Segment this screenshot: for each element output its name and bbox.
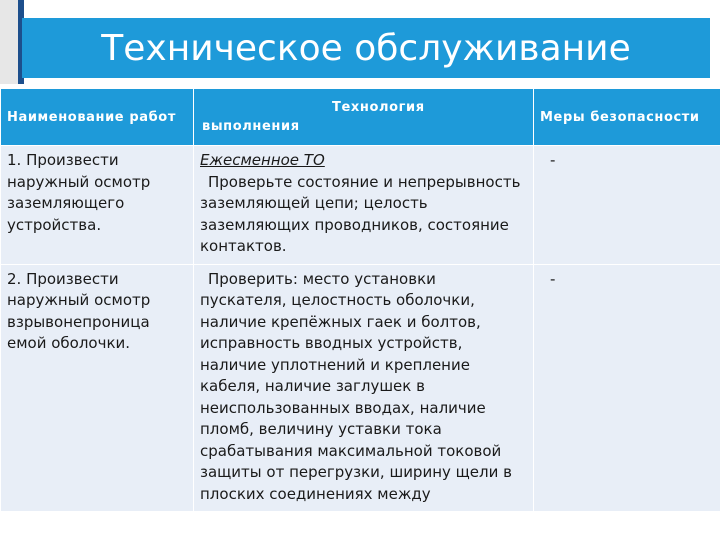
cell-technology xyxy=(194,264,534,512)
cell-safety xyxy=(534,264,720,512)
maintenance-table-container xyxy=(0,88,720,540)
table-header-row xyxy=(1,89,720,146)
technology-text: Проверить: место установки пускателя, целостность оболочки, наличие крепёжных гаек и болтов, исправность вводных устройств, наличие уплотнений и крепление кабеля, наличие заглушек в неиспользованных вводах, наличие пломб, величину уставки тока срабатывания максимальной токовой защиты от перегрузки, ширину щели в плоских соединениях между xyxy=(200,269,512,503)
safety-value: - xyxy=(550,151,556,169)
decorative-side-panel xyxy=(0,0,18,84)
safety-value: - xyxy=(550,269,556,288)
slide-title: Техническое обслуживание xyxy=(22,18,710,78)
header-safety: Меры безопасности xyxy=(534,89,720,146)
technology-heading: Ежесменное ТО xyxy=(200,151,325,169)
header-technology xyxy=(194,89,534,146)
header-technology-line2: выполнения xyxy=(202,119,300,134)
cell-work: 2. Произвести наружный осмотр взрывонепроница емой оболочки. xyxy=(1,264,194,512)
maintenance-table xyxy=(0,88,720,512)
technology-text: Проверьте состояние и непрерывность заземляющей цепи; целость заземляющих проводников, состояние контактов. xyxy=(200,172,521,255)
cell-work: 1. Произвести наружный осмотр заземляющего устройства. xyxy=(1,146,194,265)
table-row xyxy=(1,146,720,265)
cell-technology xyxy=(194,146,534,265)
header-work-name: Наименование работ xyxy=(1,89,194,146)
header-technology-line1: Технология xyxy=(332,100,425,115)
cell-safety xyxy=(534,146,720,265)
table-row xyxy=(1,264,720,512)
